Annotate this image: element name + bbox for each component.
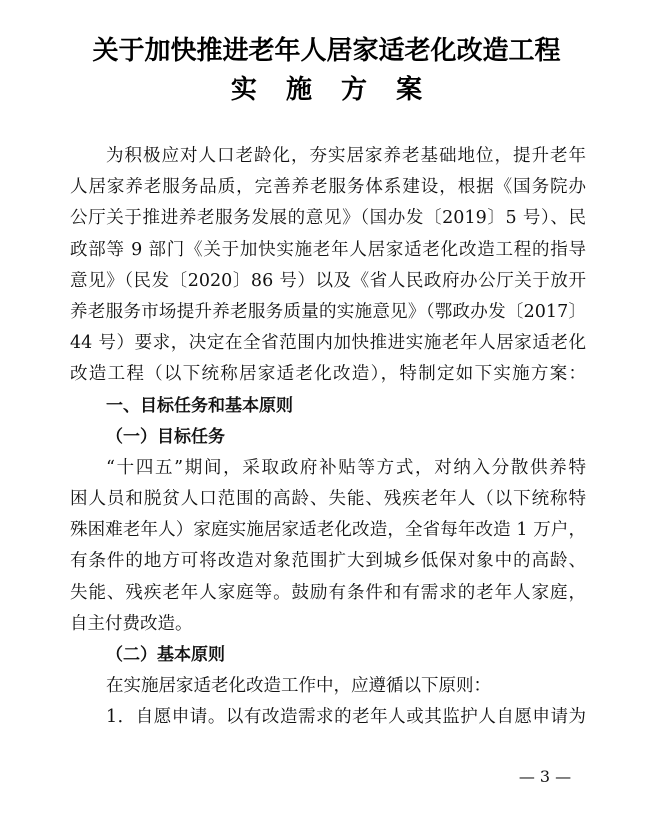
paragraph-line: 政部等 9 部门《关于加快实施老年人居家适老化改造工程的指导 [70,239,586,260]
document-title-line-2: 实 施 方 案 [230,75,433,105]
paragraph-line: “十四五”期间，采取政府补贴等方式，对纳入分散供养特 [106,457,586,478]
paragraph-line: 44 号）要求，决定在全省范围内加快推进实施老年人居家适老化 [70,333,586,354]
page-number: — 3 — [518,767,572,786]
paragraph-line: 为积极应对人口老龄化，夯实居家养老基础地位，提升老年 [106,146,586,166]
paragraph-line: 有条件的地方可将改造对象范围扩大到城乡低保对象中的高龄、 [70,551,586,572]
paragraph-line: 养老服务市场提升养老服务质量的实施意见》（鄂政办发〔2017〕 [70,301,586,322]
paragraph-line: 殊困难老年人）家庭实施居家适老化改造，全省每年改造 1 万户， [70,520,586,541]
paragraph-line: 在实施居家适老化改造工作中，应遵循以下原则： [106,676,491,697]
paragraph-line: 人居家养老服务品质，完善养老服务体系建设，根据《国务院办 [70,177,586,198]
section-heading: 一、目标任务和基本原则 [106,395,293,416]
paragraph-line: 公厅关于推进养老服务发展的意见》（国办发〔2019〕5 号）、民 [70,208,586,229]
subsection-heading: （二）基本原则 [106,645,225,665]
paragraph-line: 改造工程（以下统称居家适老化改造），特制定如下实施方案： [70,364,586,385]
paragraph-line: 自主付费改造。 [70,613,193,634]
document-body [70,141,586,734]
paragraph-line: 失能、残疾老年人家庭等。鼓励有条件和有需求的老年人家庭， [70,582,586,603]
paragraph-line: 意见》（民发〔2020〕86 号）以及《省人民政府办公厅关于放开 [70,270,586,291]
paragraph-line: 1．自愿申请。以有改造需求的老年人或其监护人自愿申请为 [106,707,586,728]
paragraph-line: 困人员和脱贫人口范围的高龄、失能、残疾老年人（以下统称特 [70,489,586,510]
subsection-heading: （一）目标任务 [106,426,225,447]
document-title-line-1: 关于加快推进老年人居家适老化改造工程 [92,36,561,66]
